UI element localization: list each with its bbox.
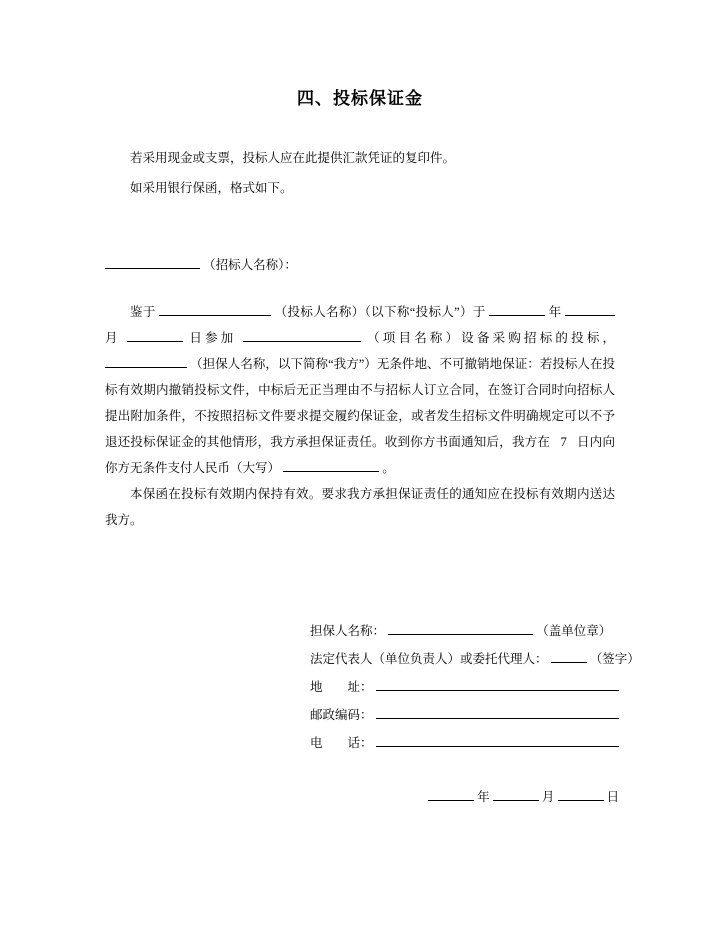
- phone-label: 电 话：: [310, 736, 373, 750]
- payment-text: 日内向你方无条件支付人民币（大写）: [105, 435, 615, 475]
- postcode-line: [310, 701, 615, 729]
- address-blank: [376, 678, 619, 692]
- date-line: [428, 785, 620, 809]
- postcode-blank: [376, 706, 619, 720]
- clause-opening: 鉴于: [130, 305, 156, 319]
- bid-year-label: 年: [548, 305, 562, 319]
- representative-signature-blank: [551, 650, 587, 664]
- bidder-name-blank: [159, 303, 271, 317]
- representative-signature-line: [310, 645, 640, 673]
- guarantor-signature-blank: [388, 622, 533, 636]
- signature-block: [310, 617, 640, 757]
- phone-line: [310, 729, 615, 757]
- guarantor-label: 担保人名称：: [310, 624, 386, 638]
- representative-label: 法定代表人（单位负责人）或委托代理人：: [310, 652, 548, 666]
- date-month-label: 月: [541, 790, 555, 804]
- bid-month-label: 月: [105, 331, 121, 345]
- bid-day-blank: [127, 329, 183, 343]
- addressee-line: [105, 253, 615, 277]
- seal-note: （盖单位章）: [536, 624, 612, 638]
- sign-note: （签字）: [589, 652, 640, 666]
- guarantor-name-blank: [105, 355, 187, 369]
- address-line: [310, 673, 615, 701]
- date-year-blank: [428, 788, 474, 802]
- date-month-blank: [493, 788, 539, 802]
- bidder-name-label: （投标人名称）（以下称“投标人”）于: [274, 305, 486, 319]
- intro-line-1: 若采用现金或支票，投标人应在此提供汇款凭证的复印件。: [130, 151, 456, 165]
- clause-period: 。: [382, 461, 395, 475]
- address-label: 地 址：: [310, 680, 373, 694]
- validity-clause: 本保函在投标有效期内保持有效。要求我方承担保证责任的通知应在投标有效期内送达我方。: [105, 487, 615, 527]
- project-name-blank: [243, 329, 361, 343]
- intro-line-2: 如采用银行保函，格式如下。: [130, 181, 293, 195]
- bid-month-blank: [565, 303, 615, 317]
- tenderer-name-blank: [105, 256, 200, 270]
- date-day-label: 日: [606, 790, 620, 804]
- guarantor-signature-line: [310, 617, 615, 645]
- phone-blank: [376, 734, 619, 748]
- page-title: 四、投标保证金: [297, 89, 423, 108]
- bid-year-blank: [489, 303, 545, 317]
- guarantee-body-text: （担保人名称，以下简称“我方”）无条件地、不可撤销地保证：若投标人在投标有效期内撤销投标文件，中标后无正当理由不与招标人订立合同，在签订合同时向招标人提出附加条件，不按照招标文件要求提交履约保证金，或者发生招标文件明确规定可以不予退还投标保证金的其他情形，我方承担保证责任。收到你方书面通知后，我方在: [105, 357, 615, 449]
- project-name-label: （项目名称）设备采购招标的投标，: [367, 331, 616, 345]
- tenderer-name-label: （招标人名称）：: [203, 258, 297, 272]
- guarantee-clause: [105, 299, 615, 481]
- payment-amount-blank: [283, 459, 379, 473]
- date-day-blank: [558, 788, 604, 802]
- bid-day-label: 日参加: [189, 331, 237, 345]
- payment-days-value: 7: [560, 435, 567, 449]
- postcode-label: 邮政编码：: [310, 708, 373, 722]
- date-year-label: 年: [477, 790, 490, 804]
